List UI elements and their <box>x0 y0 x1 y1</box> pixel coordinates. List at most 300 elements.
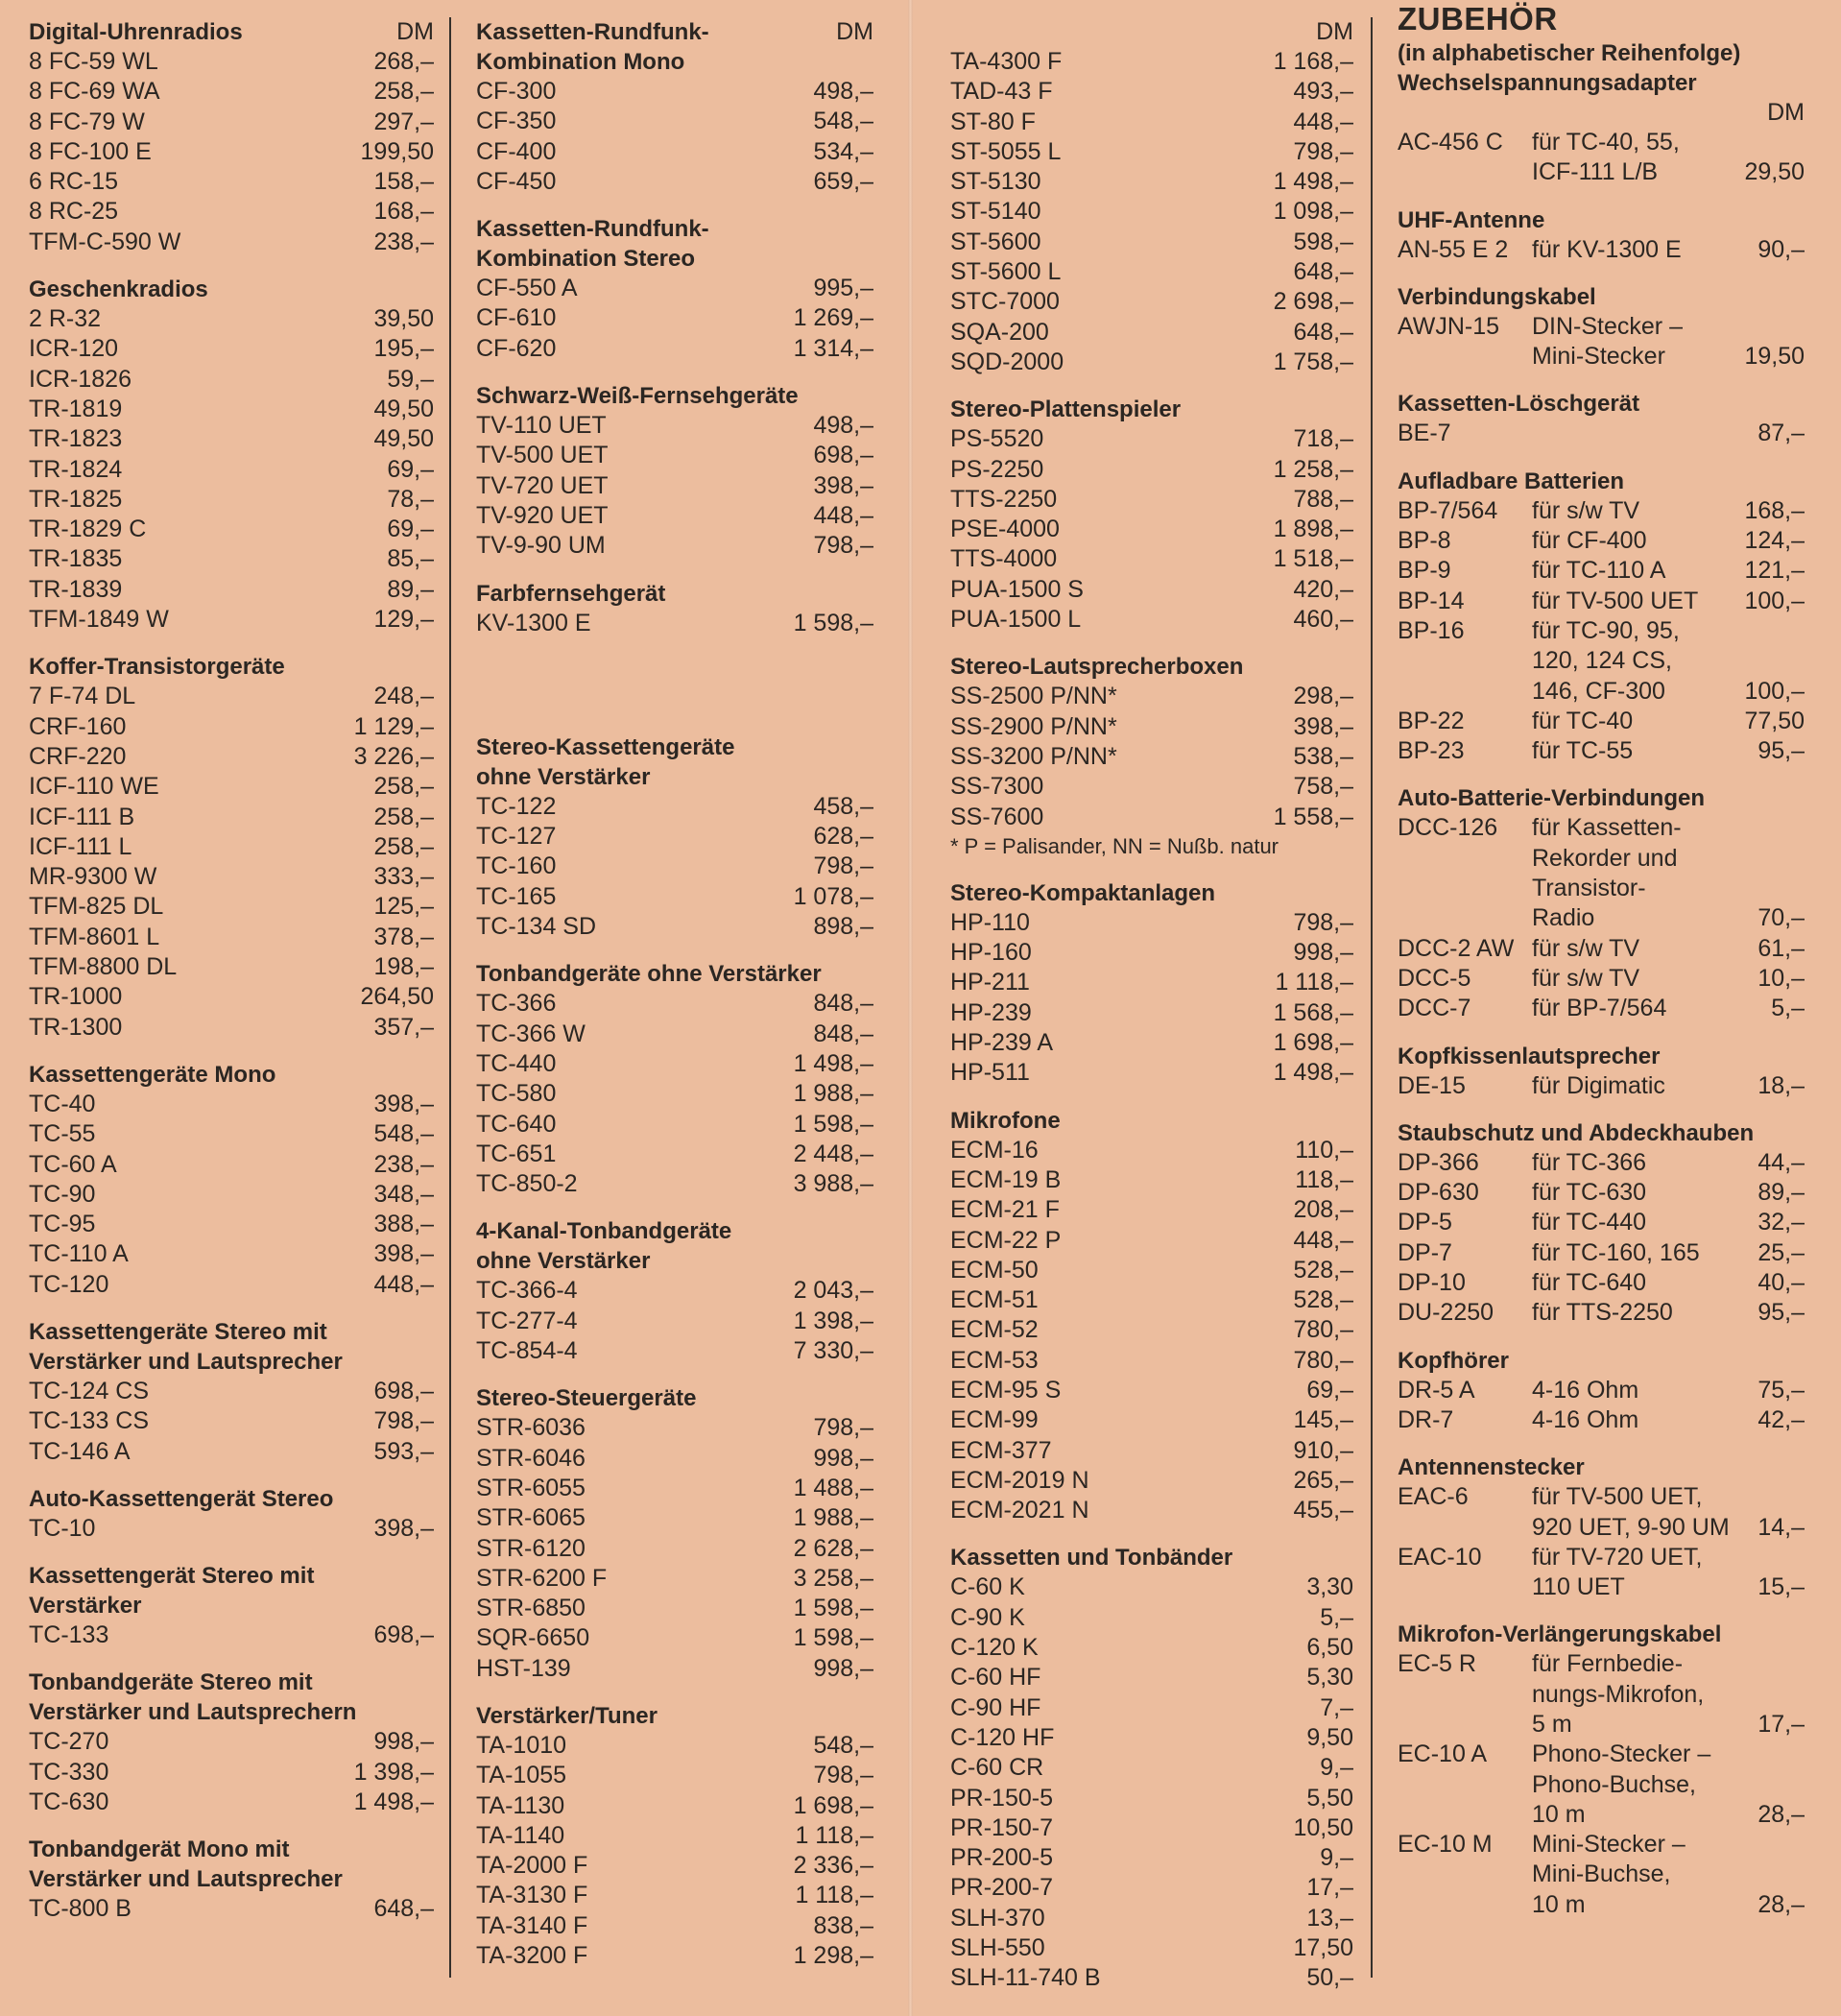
model-number: ECM-51 <box>950 1286 1039 1314</box>
price-value: 333,– <box>373 863 434 891</box>
category-heading <box>476 1383 873 1413</box>
price-value: 788,– <box>1293 485 1353 513</box>
accessory-list <box>1398 813 1805 1023</box>
price-value: 17,50 <box>1293 1934 1353 1962</box>
price-row <box>950 605 1353 635</box>
model-number: BE-7 <box>1398 420 1451 447</box>
price-value: 548,– <box>373 1120 434 1148</box>
price-value: 59,– <box>387 365 434 393</box>
price-value: 7,– <box>1320 1693 1353 1721</box>
category-heading <box>476 17 873 77</box>
category-heading-text: Geschenkradios <box>29 276 208 303</box>
price-row <box>29 1377 434 1406</box>
price-row <box>476 1791 873 1821</box>
price-row <box>29 365 434 395</box>
model-number: TC-850-2 <box>476 1170 578 1198</box>
model-number: CF-450 <box>476 167 557 195</box>
category-section <box>476 1684 873 1971</box>
price-row <box>476 1140 873 1169</box>
price-value: 498,– <box>813 412 873 440</box>
model-number: SS-3200 P/NN* <box>950 742 1117 770</box>
model-number: TC-146 A <box>29 1437 131 1465</box>
model-number: SS-2500 P/NN* <box>950 683 1117 710</box>
price-value: 15,– <box>1757 1573 1805 1601</box>
category-heading-text: Kassetten-Rundfunk- Kombination Stereo <box>476 216 709 273</box>
price-value: 5,– <box>1320 1603 1353 1631</box>
price-value: 158,– <box>373 168 434 196</box>
model-number: TC-580 <box>476 1080 557 1108</box>
category-section <box>950 47 1353 377</box>
category-heading <box>950 652 1353 682</box>
price-value: 1 118,– <box>795 1882 873 1909</box>
model-number: PR-200-7 <box>950 1874 1053 1902</box>
price-value: 1 598,– <box>793 1595 873 1622</box>
model-number: ST-80 F <box>950 108 1036 135</box>
price-value: 1 129,– <box>353 712 434 740</box>
price-value: 798,– <box>813 1414 873 1442</box>
price-value: 238,– <box>373 1150 434 1178</box>
model-number: 8 FC-100 E <box>29 137 152 165</box>
category-heading <box>950 395 1353 424</box>
model-number: PS-5520 <box>950 425 1044 453</box>
accessory-description: 4-16 Ohm <box>1532 1376 1639 1404</box>
model-number: SQD-2000 <box>950 348 1064 375</box>
accessory-section <box>1398 1435 1805 1602</box>
accessory-heading: Verbindungskabel <box>1398 283 1596 310</box>
model-number: STR-6120 <box>476 1534 586 1562</box>
price-row <box>950 257 1353 287</box>
price-value: 3 258,– <box>793 1564 873 1592</box>
category-heading <box>29 1060 434 1090</box>
price-value: 2 336,– <box>793 1852 873 1880</box>
price-value: 19,50 <box>1744 343 1805 371</box>
price-value: 1 698,– <box>1273 1029 1353 1057</box>
accessory-heading: Mikrofon-Verlängerungskabel <box>1398 1621 1722 1648</box>
price-row <box>950 1663 1353 1692</box>
price-value: 758,– <box>1293 773 1353 801</box>
price-value: 129,– <box>373 606 434 634</box>
category-heading <box>950 1543 1353 1572</box>
price-value: 598,– <box>1293 228 1353 255</box>
model-number: DU-2250 <box>1398 1299 1494 1327</box>
accessory-section <box>1398 372 1805 448</box>
price-value: 3 226,– <box>353 742 434 770</box>
model-number: TC-160 <box>476 852 557 880</box>
model-number: HP-511 <box>950 1059 1030 1087</box>
model-number: PR-200-5 <box>950 1844 1053 1872</box>
price-value: 121,– <box>1744 557 1805 585</box>
model-number: C-90 HF <box>950 1693 1041 1721</box>
price-value: 10,– <box>1757 964 1805 992</box>
model-number: PUA-1500 L <box>950 606 1082 634</box>
model-number: DP-10 <box>1398 1269 1466 1297</box>
price-value: 1 518,– <box>1273 545 1353 573</box>
price-value: 1 988,– <box>793 1080 873 1108</box>
dm-currency-label: DM <box>836 18 873 45</box>
price-row <box>476 1110 873 1140</box>
price-row <box>476 1881 873 1910</box>
price-row <box>29 1788 434 1817</box>
price-value: 998,– <box>813 1444 873 1472</box>
price-row <box>29 1270 434 1300</box>
price-row <box>476 852 873 881</box>
category-heading <box>29 1561 434 1620</box>
model-number: TC-440 <box>476 1049 557 1077</box>
price-value: 7 330,– <box>793 1337 873 1365</box>
model-number: TC-800 B <box>29 1895 132 1923</box>
model-number: TR-1000 <box>29 983 123 1011</box>
price-value: 528,– <box>1293 1256 1353 1284</box>
model-number: TC-165 <box>476 882 557 910</box>
model-number: 8 FC-79 W <box>29 108 145 135</box>
accessory-list <box>1398 128 1805 188</box>
price-value: 265,– <box>1293 1466 1353 1494</box>
model-number: ICF-110 WE <box>29 773 159 801</box>
price-value: 78,– <box>387 485 434 513</box>
price-value: 1 269,– <box>793 304 873 332</box>
model-number: TC-277-4 <box>476 1307 578 1334</box>
category-heading <box>476 214 873 274</box>
price-value: 100,– <box>1744 587 1805 614</box>
section-spacer <box>29 257 434 275</box>
price-value: 264,50 <box>360 983 434 1011</box>
model-number: TA-1140 <box>476 1821 565 1849</box>
model-number: TR-1824 <box>29 455 123 483</box>
model-number: C-120 HF <box>950 1723 1055 1751</box>
model-number: AWJN-15 <box>1398 312 1500 340</box>
price-row <box>476 1564 873 1594</box>
category-heading-text: Kassettengerät Stereo mit Verstärker <box>29 1563 315 1620</box>
model-number: TC-122 <box>476 792 557 820</box>
price-value: 534,– <box>813 137 873 165</box>
price-row <box>950 77 1353 107</box>
price-row <box>950 515 1353 544</box>
price-row <box>29 712 434 742</box>
model-number: DP-5 <box>1398 1209 1452 1236</box>
price-value: 348,– <box>373 1180 434 1208</box>
category-heading <box>476 1701 873 1731</box>
price-value: 798,– <box>813 852 873 880</box>
model-number: DE-15 <box>1398 1071 1466 1099</box>
model-number: PR-150-5 <box>950 1784 1053 1812</box>
price-row <box>476 471 873 501</box>
model-number: TV-720 UET <box>476 471 609 499</box>
price-value: 13,– <box>1306 1904 1353 1932</box>
category-section <box>29 1467 434 1544</box>
model-number: TFM-8800 DL <box>29 953 178 981</box>
accessory-heading: Auto-Batterie-Verbindungen <box>1398 785 1706 812</box>
price-value: 398,– <box>813 471 873 499</box>
model-number: ICR-1826 <box>29 365 132 393</box>
model-number: DR-5 A <box>1398 1376 1475 1404</box>
accessory-description: für TV-500 UET, 920 UET, 9-90 UM <box>1532 1483 1730 1541</box>
model-number: TC-95 <box>29 1211 96 1238</box>
price-value: 648,– <box>373 1895 434 1923</box>
model-number: ECM-377 <box>950 1436 1052 1464</box>
category-section <box>950 635 1353 860</box>
category-heading-text: 4-Kanal-Tonbandgeräte ohne Verstärker <box>476 1218 732 1275</box>
price-value: 1 498,– <box>1273 1059 1353 1087</box>
section-spacer <box>1398 1329 1805 1346</box>
price-value: 448,– <box>1293 1226 1353 1254</box>
category-heading-text: Tonbandgeräte Stereo mit Verstärker und Lautsprechern <box>29 1669 357 1726</box>
price-value: 9,– <box>1320 1844 1353 1872</box>
model-number: MR-9300 W <box>29 863 157 891</box>
model-number: SQA-200 <box>950 318 1049 346</box>
price-row <box>950 167 1353 197</box>
price-value: 648,– <box>1293 258 1353 286</box>
price-row <box>950 1376 1353 1405</box>
model-number: DCC-126 <box>1398 814 1498 842</box>
price-value: 1 118,– <box>795 1821 873 1849</box>
model-number: DCC-2 AW <box>1398 934 1515 962</box>
model-number: TC-134 SD <box>476 913 597 941</box>
model-number: SS-7300 <box>950 773 1044 801</box>
accessory-description: für TC-160, 165 <box>1532 1238 1700 1266</box>
accessory-description: für Digimatic <box>1532 1071 1665 1099</box>
model-number: ICF-111 L <box>29 832 132 860</box>
price-row <box>476 1474 873 1503</box>
category-section <box>29 1043 434 1300</box>
category-heading <box>29 1668 434 1727</box>
price-value: 1 558,– <box>1273 803 1353 830</box>
price-value: 1 898,– <box>1273 516 1353 543</box>
model-number: SS-7600 <box>950 803 1044 830</box>
price-value: 388,– <box>373 1211 434 1238</box>
section-spacer <box>476 715 873 732</box>
price-row <box>476 1413 873 1443</box>
price-value: 398,– <box>373 1514 434 1542</box>
accessory-description: für s/w TV <box>1532 934 1640 962</box>
price-value: 168,– <box>1744 496 1805 524</box>
price-value: 3 988,– <box>793 1170 873 1198</box>
section-spacer <box>1398 1024 1805 1042</box>
model-number: CRF-160 <box>29 712 127 740</box>
price-value: 145,– <box>1293 1406 1353 1434</box>
model-number: TC-133 CS <box>29 1407 150 1435</box>
section-spacer <box>29 1650 434 1668</box>
price-row <box>950 1693 1353 1723</box>
model-number: DCC-7 <box>1398 995 1471 1022</box>
model-number: STR-6850 <box>476 1595 586 1622</box>
price-row <box>476 137 873 167</box>
model-number: SQR-6650 <box>476 1624 590 1652</box>
model-number: EC-5 R <box>1398 1650 1476 1678</box>
price-value: 297,– <box>373 108 434 135</box>
model-number: TC-60 A <box>29 1150 117 1178</box>
price-row <box>476 1731 873 1761</box>
price-row <box>476 107 873 136</box>
accessory-list <box>1398 496 1805 767</box>
category-heading <box>29 1317 434 1377</box>
category-heading <box>950 878 1353 908</box>
price-value: 998,– <box>813 1654 873 1682</box>
price-value: 1 598,– <box>793 1110 873 1138</box>
price-value: 798,– <box>813 1762 873 1789</box>
price-value: 898,– <box>813 913 873 941</box>
paper-fold <box>908 0 913 2016</box>
model-number: EAC-10 <box>1398 1543 1482 1571</box>
model-number: 7 F-74 DL <box>29 683 136 710</box>
price-value: 49,50 <box>373 395 434 422</box>
model-number: TC-10 <box>29 1514 96 1542</box>
model-number: TAD-43 F <box>950 78 1053 106</box>
price-row <box>476 167 873 197</box>
price-value: 44,– <box>1757 1148 1805 1176</box>
model-number: TC-651 <box>476 1140 557 1167</box>
model-number: PR-150-7 <box>950 1813 1053 1841</box>
price-row <box>29 1894 434 1924</box>
model-number: TC-640 <box>476 1110 557 1138</box>
price-value: 14,– <box>1757 1513 1805 1541</box>
price-value: 268,– <box>373 48 434 75</box>
category-heading <box>476 732 873 792</box>
price-value: 3,30 <box>1306 1573 1353 1601</box>
section-spacer <box>29 1043 434 1060</box>
price-row <box>476 822 873 852</box>
price-value: 798,– <box>1293 137 1353 165</box>
price-value: 258,– <box>373 832 434 860</box>
price-row <box>950 1843 1353 1873</box>
price-row <box>950 1346 1353 1376</box>
accessory-description: für Fernbedie- nungs-Mikrofon, 5 m <box>1532 1650 1705 1738</box>
model-number: EC-10 M <box>1398 1831 1493 1859</box>
category-section <box>950 1525 1353 1993</box>
category-heading <box>476 959 873 989</box>
price-value: 798,– <box>813 532 873 560</box>
price-row <box>476 1307 873 1336</box>
model-number: TC-124 CS <box>29 1377 150 1404</box>
price-value: 1 498,– <box>353 1788 434 1816</box>
price-value: 1 398,– <box>353 1758 434 1786</box>
model-number: TC-55 <box>29 1120 96 1148</box>
price-value: 17,– <box>1757 1710 1805 1738</box>
model-number: ECM-2019 N <box>950 1466 1089 1494</box>
price-value: 648,– <box>1293 318 1353 346</box>
category-heading-text: Stereo-Plattenspieler <box>950 396 1182 423</box>
price-row <box>476 1623 873 1653</box>
price-value: 498,– <box>813 78 873 105</box>
category-heading-text: Kassetten und Tonbänder <box>950 1545 1233 1572</box>
model-number: ST-5130 <box>950 168 1041 196</box>
price-row <box>29 1620 434 1650</box>
section-spacer <box>1398 1602 1805 1620</box>
price-value: 848,– <box>813 1020 873 1047</box>
accessory-section <box>1398 1329 1805 1436</box>
model-number: TR-1829 C <box>29 516 147 543</box>
category-heading-text: Stereo-Kompaktanlagen <box>950 879 1216 906</box>
model-number: CF-300 <box>476 78 557 105</box>
price-value: 28,– <box>1757 1800 1805 1828</box>
category-heading <box>476 579 873 609</box>
price-value: 199,50 <box>360 137 434 165</box>
section-spacer <box>476 562 873 579</box>
price-row <box>476 1079 873 1109</box>
price-value: 61,– <box>1757 934 1805 962</box>
price-value: 9,50 <box>1306 1723 1353 1751</box>
price-value: 168,– <box>373 198 434 226</box>
price-value: 995,– <box>813 275 873 302</box>
model-number: CF-400 <box>476 137 557 165</box>
price-value: 29,50 <box>1744 158 1805 186</box>
price-row <box>29 862 434 892</box>
price-row <box>29 515 434 544</box>
model-number: ECM-50 <box>950 1256 1039 1284</box>
model-number: ST-5140 <box>950 198 1041 226</box>
model-number: TFM-8601 L <box>29 923 160 950</box>
price-value: 698,– <box>373 1621 434 1649</box>
section-spacer <box>476 942 873 959</box>
model-number: TFM-1849 W <box>29 606 169 634</box>
section-spacer <box>1398 766 1805 783</box>
price-value: 593,– <box>373 1437 434 1465</box>
price-row <box>950 47 1353 77</box>
price-row <box>29 197 434 227</box>
model-number: TR-1825 <box>29 485 123 513</box>
model-number: CF-550 A <box>476 275 578 302</box>
model-number: 2 R-32 <box>29 305 102 333</box>
model-number: PS-2250 <box>950 455 1044 483</box>
price-column-2 <box>476 17 873 1971</box>
price-value: 6,50 <box>1306 1634 1353 1662</box>
model-number: TC-854-4 <box>476 1337 578 1365</box>
price-row <box>476 274 873 303</box>
category-heading <box>476 1216 873 1276</box>
model-number: BP-16 <box>1398 616 1465 644</box>
model-number: DCC-5 <box>1398 964 1471 992</box>
price-row <box>29 832 434 862</box>
price-row <box>950 1405 1353 1435</box>
price-row <box>29 605 434 635</box>
category-section <box>476 17 873 197</box>
model-number: ST-5055 L <box>950 137 1062 165</box>
accessory-heading: UHF-Antenne <box>1398 206 1545 233</box>
price-value: 628,– <box>813 823 873 851</box>
model-number: C-60 HF <box>950 1664 1041 1692</box>
category-heading-text: Stereo-Lautsprecherboxen <box>950 654 1244 681</box>
price-value: 1 098,– <box>1273 198 1353 226</box>
model-number: SLH-370 <box>950 1904 1045 1932</box>
model-number: STR-6046 <box>476 1444 586 1472</box>
model-number: C-90 K <box>950 1603 1025 1631</box>
price-row <box>950 137 1353 167</box>
section-spacer <box>476 197 873 214</box>
price-row <box>476 1821 873 1851</box>
price-row <box>950 1963 1353 1993</box>
model-number: ICF-111 B <box>29 803 135 830</box>
price-row <box>950 424 1353 454</box>
price-row <box>950 1195 1353 1225</box>
footnote: * P = Palisander, NN = Nußb. natur <box>950 833 1279 858</box>
price-row <box>950 1603 1353 1633</box>
model-number: TR-1839 <box>29 575 123 603</box>
accessory-description: für s/w TV <box>1532 496 1640 524</box>
price-row <box>950 968 1353 997</box>
accessory-description: für TC-40 <box>1532 707 1634 734</box>
price-value: 125,– <box>373 893 434 921</box>
price-row <box>950 908 1353 938</box>
accessory-description: für s/w TV <box>1532 964 1640 992</box>
price-row <box>29 485 434 515</box>
price-row <box>950 544 1353 574</box>
model-number: C-60 K <box>950 1573 1025 1601</box>
model-number: TA-3140 F <box>476 1911 588 1939</box>
price-row <box>950 772 1353 802</box>
price-value: 1 698,– <box>793 1791 873 1819</box>
model-number: TR-1819 <box>29 395 123 422</box>
price-row <box>29 1437 434 1467</box>
model-number: TC-366-4 <box>476 1277 578 1305</box>
